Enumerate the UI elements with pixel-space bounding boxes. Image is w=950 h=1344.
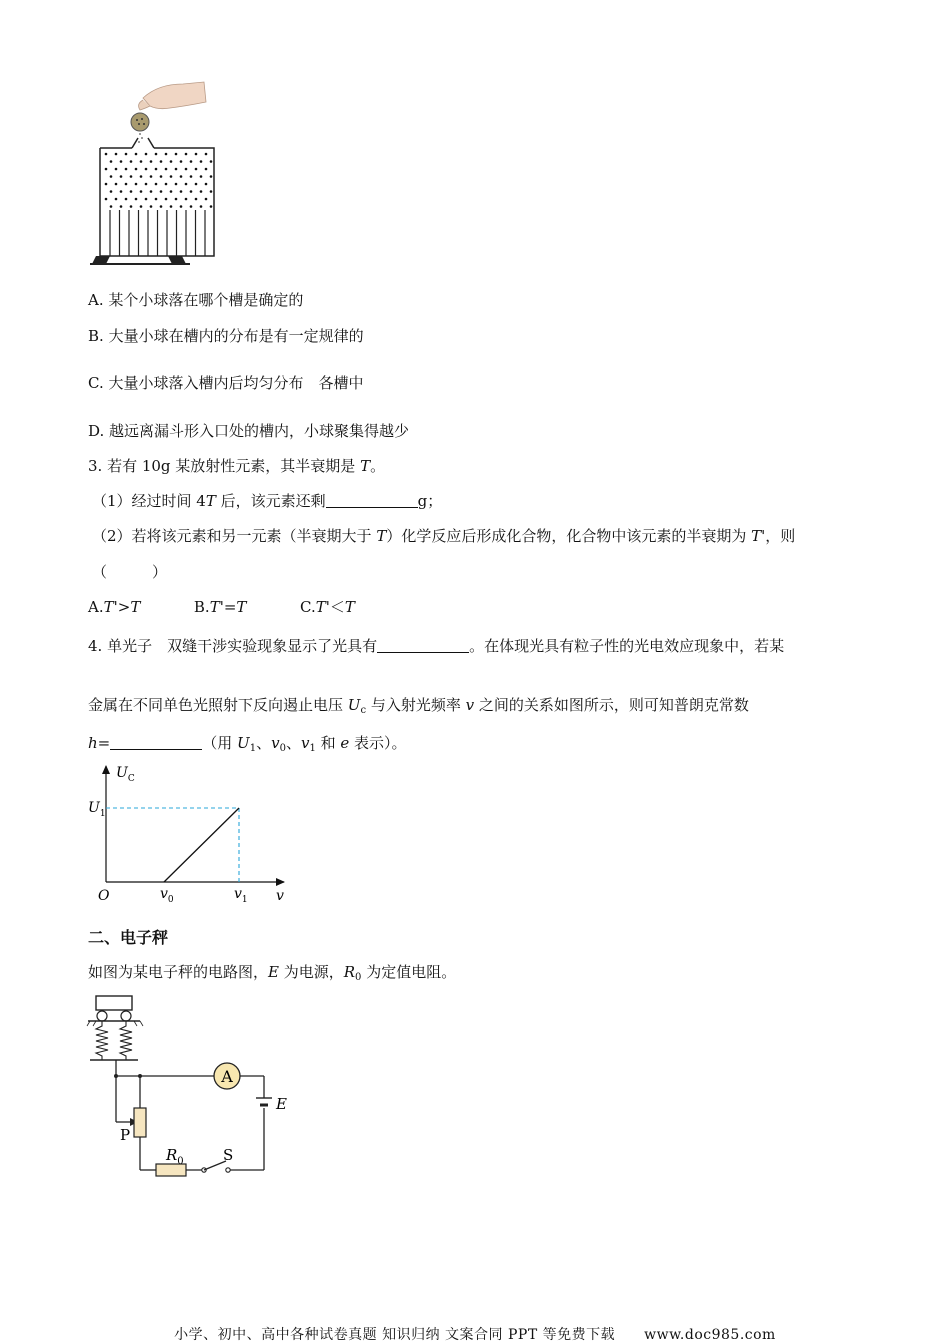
galton-peg [130,190,133,193]
origin-label: O [98,888,110,904]
galton-peg [145,153,148,156]
galton-peg [210,175,213,178]
galton-peg [190,160,193,163]
option-a: A. 某个小球落在哪个槽是确定的 [88,291,304,309]
galton-peg [140,205,143,208]
galton-peg [185,153,188,156]
question-3-part-2: （2）若将该元素和另一元素（半衰期大于 T）化学反应后形成化合物，化合物中该元素的半衰期为 T'，则 [92,527,796,545]
galton-peg [110,190,113,193]
galton-peg [105,168,108,171]
galton-peg [155,168,158,171]
answer-blank[interactable] [377,638,469,653]
y-axis-label: $U_C$ [116,765,135,784]
galton-peg [150,205,153,208]
galton-peg [195,168,198,171]
galton-peg [140,190,143,193]
galton-peg [160,190,163,193]
galton-peg [205,168,208,171]
galton-peg [210,160,213,163]
galton-peg [180,175,183,178]
galton-peg [190,190,193,193]
section-intro: 如图为某电子秤的电路图，E 为电源，$R_0$ 为定值电阻。 [88,963,457,983]
galton-peg [110,175,113,178]
galton-peg [150,175,153,178]
galton-peg [170,160,173,163]
galton-peg [185,183,188,186]
galton-peg [175,153,178,156]
galton-peg [195,183,198,186]
question-3-paren: （ ） [92,563,168,581]
galton-peg [125,183,128,186]
section-heading: 二、电子秤 [88,928,169,947]
galton-peg [125,168,128,171]
galton-peg [110,205,113,208]
galton-peg [130,175,133,178]
switch-label: S [223,1146,234,1164]
galton-peg [130,160,133,163]
galton-peg [105,198,108,201]
galton-peg [170,175,173,178]
galton-peg [185,168,188,171]
galton-peg [160,205,163,208]
galton-peg [135,153,138,156]
galton-peg [105,153,108,156]
question-4-line-1: 4. 单光子 双缝干涉实验现象显示了光具有 。在体现光具有粒子性的光电效应现象中，若某 [88,637,785,655]
galton-peg [175,183,178,186]
galton-peg [200,190,203,193]
x-axis-label: v [276,888,284,904]
galton-peg [120,190,123,193]
galton-peg [180,205,183,208]
answer-blank[interactable] [326,493,418,508]
galton-peg [190,175,193,178]
galton-board-illustration [88,78,218,268]
question-3-choices: A.T'>T B.T'=T C.T'＜T [88,598,355,616]
galton-peg [105,183,108,186]
galton-peg [145,168,148,171]
galton-peg [195,198,198,201]
galton-peg [190,205,193,208]
galton-peg [155,183,158,186]
answer-blank[interactable] [110,735,202,750]
galton-peg [185,198,188,201]
galton-peg [170,190,173,193]
x-tick-v1: $v_1$ [234,886,248,905]
galton-peg [200,160,203,163]
galton-peg [165,198,168,201]
galton-peg [195,153,198,156]
y-tick-u1: $U_1$ [88,800,106,819]
galton-peg [170,205,173,208]
galton-peg [145,183,148,186]
galton-peg [145,198,148,201]
option-c: C. 大量小球落入槽内后均匀分布 各槽中 [88,374,364,392]
galton-peg [180,160,183,163]
option-d: D. 越远离漏斗形入口处的槽内，小球聚集得越少 [88,422,410,440]
galton-peg [120,160,123,163]
galton-peg [155,153,158,156]
galton-peg [115,198,118,201]
galton-peg [150,160,153,163]
galton-peg [175,168,178,171]
galton-peg [180,190,183,193]
electronic-scale-circuit [86,994,296,1184]
galton-peg [205,153,208,156]
galton-peg [135,198,138,201]
question-4-line-2: 金属在不同单色光照射下反向遏止电压 $U_c$ 与入射光频率 v 之间的关系如图所示，则可知普朗克常数 [88,696,749,716]
galton-peg [115,153,118,156]
uc-v-line [164,808,239,882]
ammeter-label: A [221,1067,233,1086]
question-3-stem: 3. 若有 10g 某放射性元素，其半衰期是 T。 [88,457,386,475]
galton-peg [210,190,213,193]
galton-peg [205,198,208,201]
galton-peg [135,168,138,171]
footer: 小学、初中、高中各种试卷真题 知识归纳 文案合同 PPT 等免费下载 www.doc985.com [174,1327,776,1343]
question-4-line-3: h= （用 $U_1$、$v_0$、$v_1$ 和 e 表示）。 [88,734,407,754]
galton-peg [115,168,118,171]
galton-peg [155,198,158,201]
resistor-label: $R_0$ [166,1146,184,1167]
galton-peg [165,168,168,171]
galton-peg [130,205,133,208]
option-b: B. 大量小球在槽内的分布是有一定规律的 [88,327,364,345]
galton-peg [210,205,213,208]
question-3-part-1: （1）经过时间 4T 后，该元素还剩 g； [92,492,443,510]
galton-peg [120,175,123,178]
galton-peg [125,153,128,156]
x-tick-v0: $v_0$ [160,886,174,905]
galton-peg [165,183,168,186]
galton-peg [175,198,178,201]
galton-peg [205,183,208,186]
galton-peg [165,153,168,156]
battery-label: E [276,1095,287,1113]
galton-peg [160,175,163,178]
galton-peg [200,205,203,208]
galton-peg [140,160,143,163]
uc-v-chart [84,762,304,912]
galton-peg [115,183,118,186]
galton-peg [110,160,113,163]
galton-peg [120,205,123,208]
galton-peg [160,160,163,163]
slider-label: P [120,1126,131,1144]
galton-peg [135,183,138,186]
galton-peg [150,190,153,193]
galton-peg [200,175,203,178]
galton-peg [140,175,143,178]
galton-peg [125,198,128,201]
